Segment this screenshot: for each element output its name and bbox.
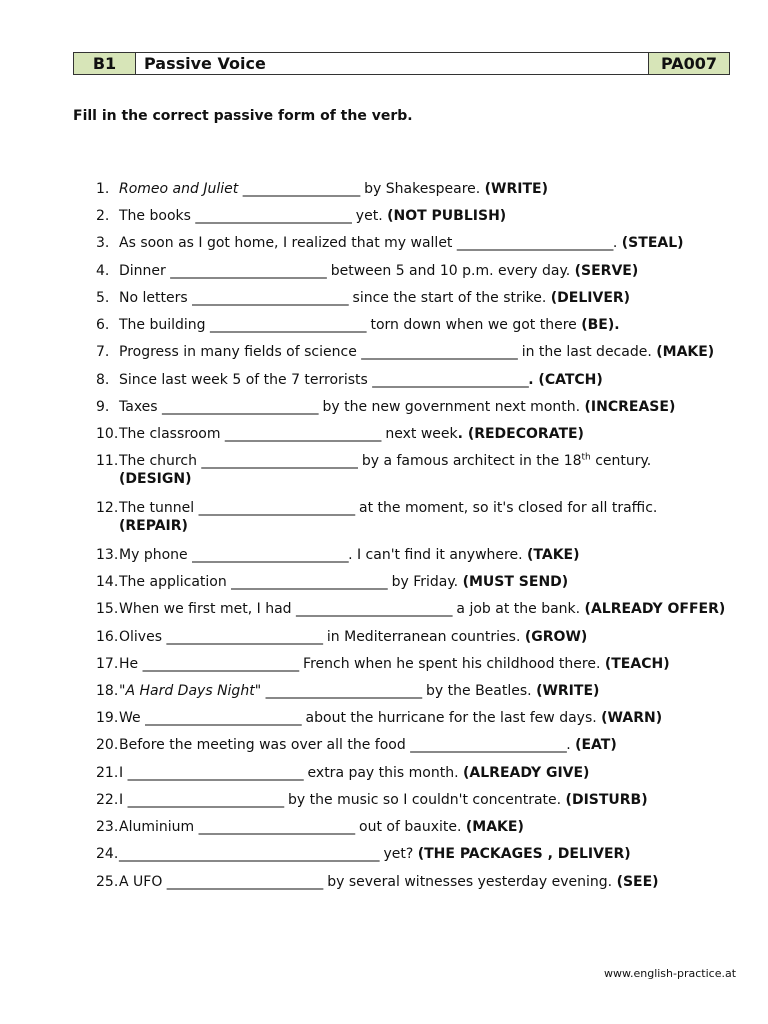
- question-item: [96, 682, 736, 700]
- question-number: 22.: [96, 792, 119, 808]
- verb-hint: (DELIVER): [550, 290, 631, 306]
- question-text: Aluminium: [119, 819, 199, 835]
- question-number: 1.: [96, 181, 110, 197]
- verb-hint: (EAT): [575, 737, 617, 753]
- question-number: 8.: [96, 372, 110, 388]
- question-item: [96, 425, 736, 443]
- question-item: [96, 764, 736, 782]
- question-number: 7.: [96, 344, 110, 360]
- question-text: by Shakespeare.: [359, 181, 485, 197]
- question-number: 5.: [96, 290, 110, 306]
- question-text: torn down when we got there: [366, 317, 582, 333]
- answer-blank: ________________________: [361, 344, 518, 360]
- verb-hint: (SERVE): [574, 263, 639, 279]
- question-text: by several witnesses yesterday evening.: [322, 874, 617, 890]
- instruction-text: Fill in the correct passive form of the verb.: [73, 108, 413, 124]
- question-text: ": [119, 683, 126, 699]
- question-item: [96, 573, 736, 591]
- question-text: He: [119, 656, 143, 672]
- question-item: [96, 736, 736, 754]
- question-item: [96, 207, 736, 225]
- verb-hint: (WRITE): [536, 683, 600, 699]
- question-text: yet.: [351, 208, 388, 224]
- verb-hint: (BE).: [581, 317, 620, 333]
- question-text: . I can't find it anywhere.: [348, 547, 527, 563]
- question-number: 9.: [96, 399, 110, 415]
- question-text: The application: [119, 574, 232, 590]
- question-text: century.: [590, 453, 652, 469]
- question-item: [96, 546, 736, 564]
- question-text: The tunnel: [119, 500, 199, 516]
- verb-hint: (NOT PUBLISH): [387, 208, 507, 224]
- question-text: Dinner: [119, 263, 171, 279]
- question-text: Progress in many fields of science: [119, 344, 362, 360]
- answer-blank: __________________: [242, 181, 360, 197]
- question-number: 12.: [96, 500, 119, 516]
- answer-blank: ________________________: [170, 263, 327, 279]
- answer-blank: ________________________: [201, 453, 358, 469]
- question-number: 24.: [96, 846, 119, 862]
- question-number: 20.: [96, 737, 119, 753]
- question-text: by a famous architect in the 18: [357, 453, 582, 469]
- question-number: 16.: [96, 629, 119, 645]
- verb-hint: (GROW): [524, 629, 588, 645]
- question-number: 4.: [96, 263, 110, 279]
- question-text: Since last week 5 of the 7 terrorists: [119, 372, 373, 388]
- question-item: [96, 499, 736, 535]
- question-text: The building: [119, 317, 211, 333]
- question-text: Taxes: [119, 399, 163, 415]
- question-text: A UFO: [119, 874, 167, 890]
- superscript: th: [581, 452, 591, 463]
- question-text: Before the meeting was over all the food: [119, 737, 411, 753]
- question-text: since the start of the strike.: [348, 290, 551, 306]
- question-text: I: [119, 792, 128, 808]
- question-text: extra pay this month.: [303, 765, 464, 781]
- question-text: My phone: [119, 547, 193, 563]
- verb-hint: (SEE): [616, 874, 659, 890]
- answer-blank: ________________________________________: [119, 846, 379, 862]
- question-item: [96, 262, 736, 280]
- question-item: [96, 845, 736, 863]
- question-text: We: [119, 710, 146, 726]
- answer-blank: ________________________: [192, 290, 349, 306]
- question-text: by Friday.: [387, 574, 463, 590]
- answer-blank: ________________________: [295, 601, 452, 617]
- question-number: 2.: [96, 208, 110, 224]
- question-text: French when he spent his childhood there.: [298, 656, 605, 672]
- answer-blank: ________________________: [231, 574, 388, 590]
- verb-hint: . (CATCH): [528, 372, 603, 388]
- question-text: .: [566, 737, 576, 753]
- question-item: [96, 234, 736, 252]
- question-number: 23.: [96, 819, 119, 835]
- question-item: [96, 818, 736, 836]
- question-number: 14.: [96, 574, 119, 590]
- question-item: [96, 628, 736, 646]
- answer-blank: ________________________: [372, 372, 529, 388]
- verb-hint: (INCREASE): [584, 399, 676, 415]
- question-item: [96, 289, 736, 307]
- verb-hint: (THE PACKAGES , DELIVER): [417, 846, 631, 862]
- question-number: 11.: [96, 453, 119, 469]
- question-text: a job at the bank.: [451, 601, 585, 617]
- worksheet-title: Passive Voice: [136, 53, 649, 74]
- verb-hint: (TAKE): [527, 547, 580, 563]
- answer-blank: ________________________: [166, 629, 323, 645]
- answer-blank: ________________________: [195, 208, 352, 224]
- question-text: ": [254, 683, 266, 699]
- answer-blank: ________________________: [210, 317, 367, 333]
- verb-hint: . (REDECORATE): [457, 426, 584, 442]
- question-text: at the moment, so it's closed for all traffic.: [354, 500, 658, 516]
- answer-blank: ________________________: [456, 235, 613, 251]
- question-text: The classroom: [119, 426, 225, 442]
- question-text: No letters: [119, 290, 193, 306]
- answer-blank: ___________________________: [127, 765, 304, 781]
- question-number: 10.: [96, 426, 119, 442]
- question-text: next week: [380, 426, 458, 442]
- verb-hint: (REPAIR): [119, 518, 188, 534]
- answer-blank: ________________________: [162, 399, 319, 415]
- question-item: [96, 343, 736, 361]
- answer-blank: ________________________: [224, 426, 381, 442]
- answer-blank: ________________________: [198, 819, 355, 835]
- question-text: between 5 and 10 p.m. every day.: [326, 263, 575, 279]
- verb-hint: (MAKE): [465, 819, 524, 835]
- question-title-italic: A Hard Days Night: [125, 683, 255, 699]
- answer-blank: ________________________: [198, 500, 355, 516]
- question-number: 17.: [96, 656, 119, 672]
- question-item: [96, 791, 736, 809]
- question-item: [96, 180, 736, 198]
- question-text: about the hurricane for the last few days.: [301, 710, 602, 726]
- question-item: [96, 655, 736, 673]
- question-text: As soon as I got home, I realized that my wallet: [119, 235, 457, 251]
- verb-hint: (WARN): [601, 710, 663, 726]
- worksheet-code: PA007: [649, 53, 729, 74]
- level-cell: B1: [74, 53, 136, 74]
- question-item: [96, 600, 736, 618]
- question-text: The church: [119, 453, 202, 469]
- verb-hint: (MAKE): [656, 344, 715, 360]
- question-item: [96, 316, 736, 334]
- verb-hint: (TEACH): [604, 656, 670, 672]
- question-text: .: [612, 235, 622, 251]
- answer-blank: ________________________: [166, 874, 323, 890]
- question-text: Olives: [119, 629, 167, 645]
- verb-hint: (MUST SEND): [462, 574, 569, 590]
- question-number: 6.: [96, 317, 110, 333]
- verb-hint: (DISTURB): [565, 792, 648, 808]
- question-item: [96, 371, 736, 389]
- answer-blank: ________________________: [410, 737, 567, 753]
- question-number: 3.: [96, 235, 110, 251]
- question-text: by the new government next month.: [318, 399, 585, 415]
- verb-hint: (WRITE): [484, 181, 548, 197]
- answer-blank: ________________________: [127, 792, 284, 808]
- question-number: 19.: [96, 710, 119, 726]
- verb-hint: (STEAL): [621, 235, 684, 251]
- footer-url: www.english-practice.at: [604, 967, 737, 980]
- question-title-italic: Romeo and Juliet: [119, 181, 239, 197]
- answer-blank: ________________________: [265, 683, 422, 699]
- question-text: by the Beatles.: [421, 683, 537, 699]
- question-item: [96, 709, 736, 727]
- question-text: out of bauxite.: [354, 819, 466, 835]
- answer-blank: ________________________: [192, 547, 349, 563]
- question-text: yet?: [379, 846, 418, 862]
- answer-blank: ________________________: [145, 710, 302, 726]
- question-text: by the music so I couldn't concentrate.: [283, 792, 566, 808]
- question-number: 18.: [96, 683, 119, 699]
- answer-blank: ________________________: [142, 656, 299, 672]
- question-text: The books: [119, 208, 196, 224]
- verb-hint: (ALREADY GIVE): [463, 765, 590, 781]
- question-number: 25.: [96, 874, 119, 890]
- question-text: When we first met, I had: [119, 601, 296, 617]
- question-text: I: [119, 765, 128, 781]
- question-text: in Mediterranean countries.: [322, 629, 525, 645]
- question-text: in the last decade.: [517, 344, 657, 360]
- question-item: [96, 452, 736, 488]
- question-item: [96, 873, 736, 891]
- question-item: [96, 398, 736, 416]
- verb-hint: (DESIGN): [119, 471, 192, 487]
- question-number: 15.: [96, 601, 119, 617]
- verb-hint: (ALREADY OFFER): [584, 601, 726, 617]
- question-number: 13.: [96, 547, 119, 563]
- question-number: 21.: [96, 765, 119, 781]
